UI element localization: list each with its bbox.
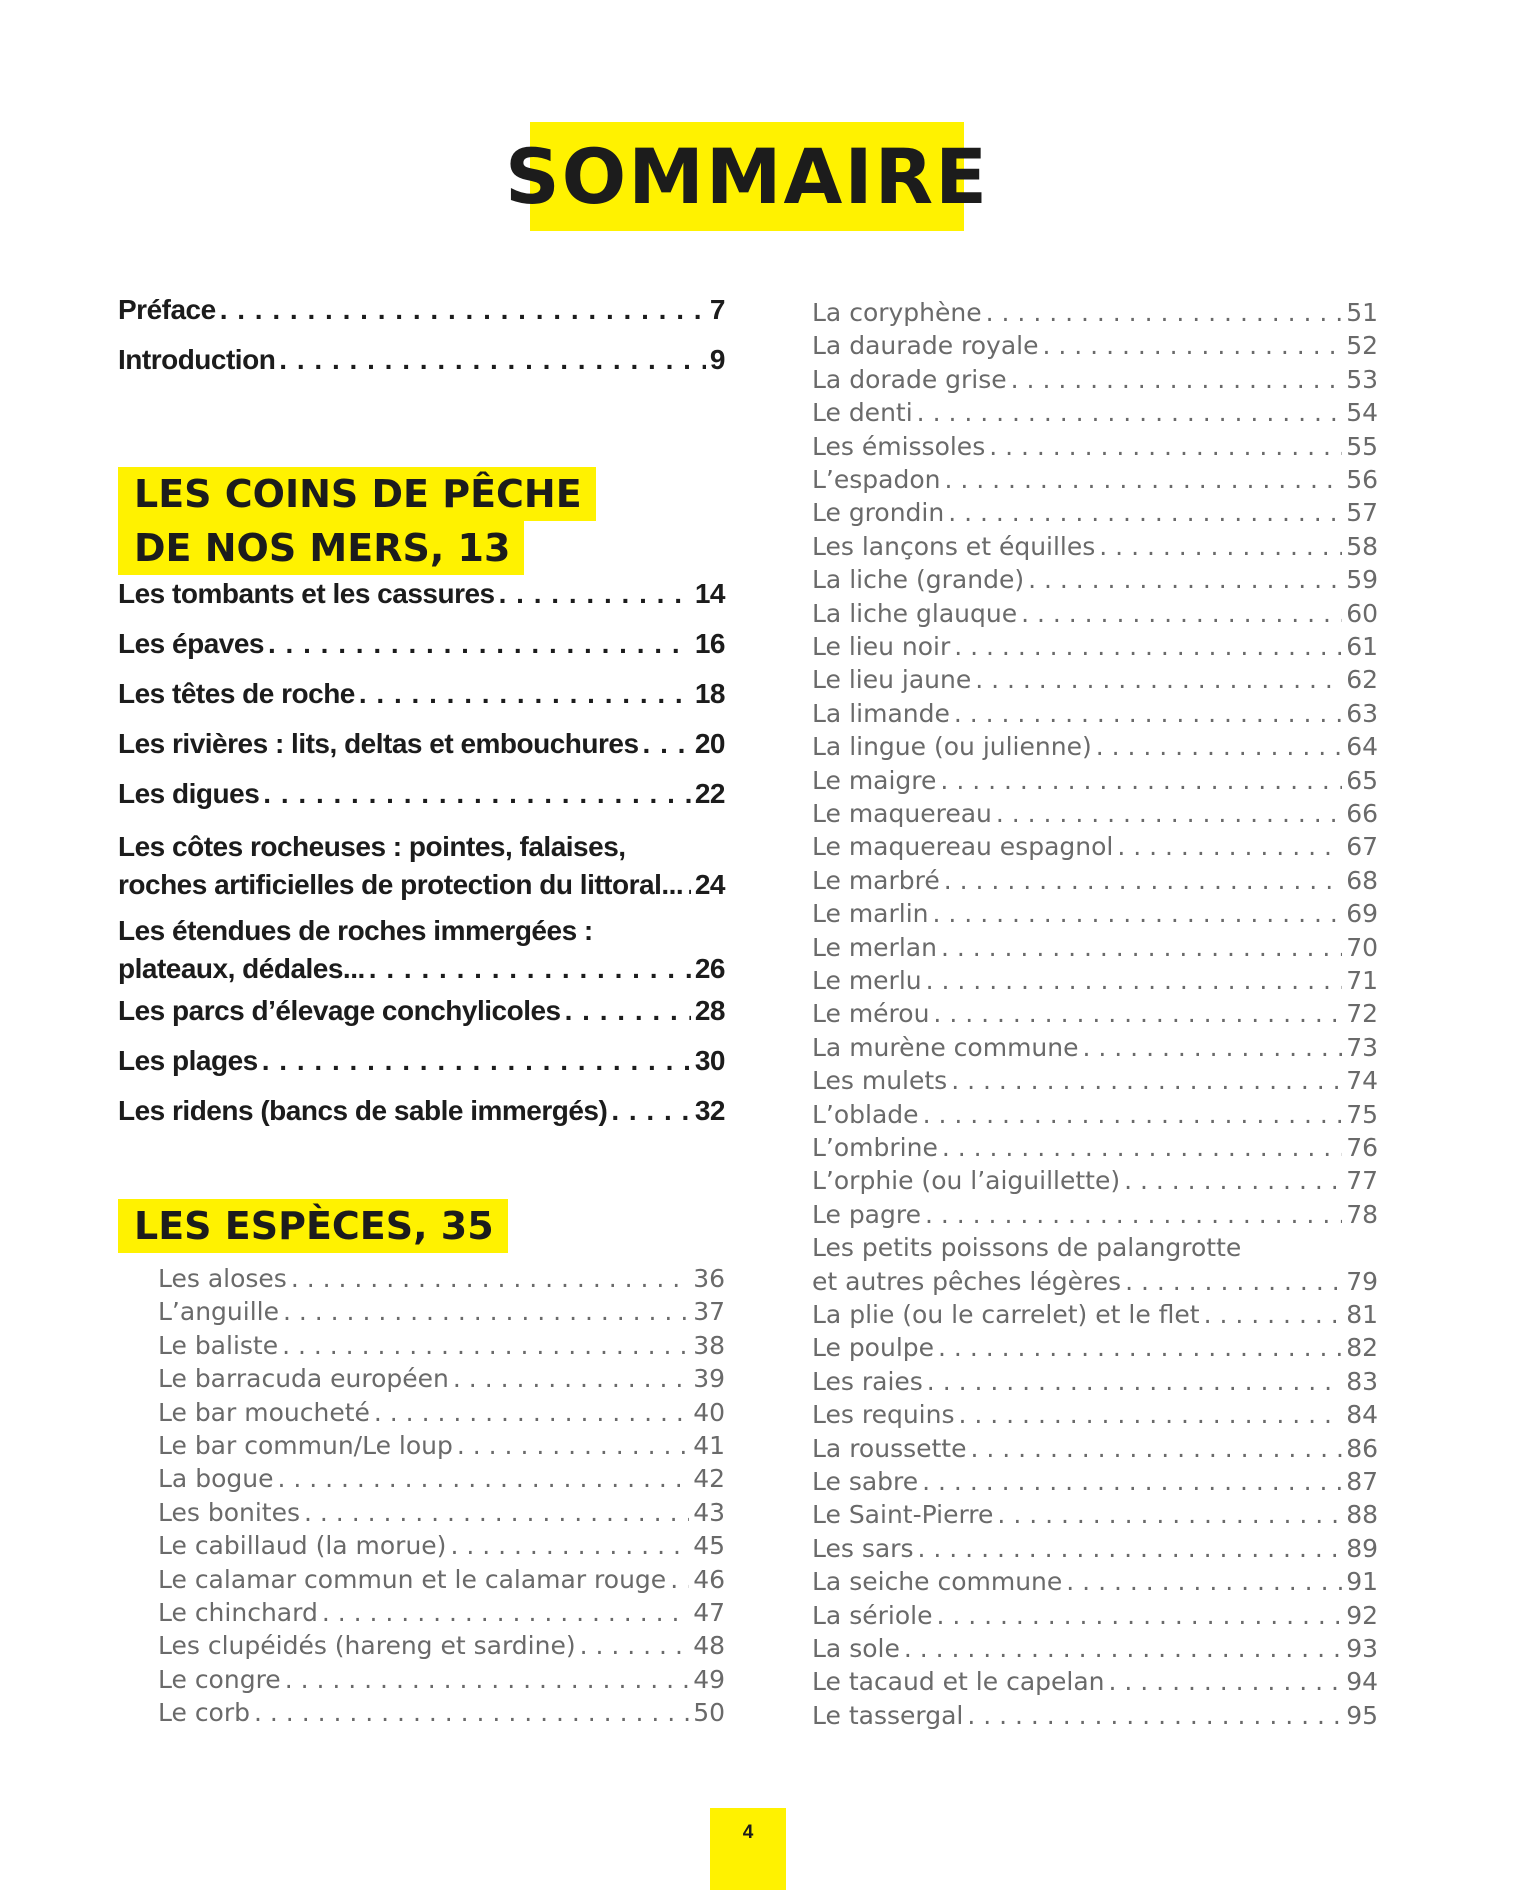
toc-entry[interactable]: [812, 1166, 1378, 1195]
toc-entry[interactable]: [118, 778, 725, 810]
toc-entry-line2: [118, 866, 725, 904]
toc-entry[interactable]: [158, 1698, 725, 1727]
toc-entry-page: 22: [694, 778, 725, 809]
toc-entry[interactable]: [812, 1567, 1378, 1596]
section-heading-coins: [118, 467, 596, 575]
toc-entry-label: La liche (grande): [812, 565, 1025, 595]
toc-entry[interactable]: [158, 1531, 725, 1560]
leader-dots: [1204, 1300, 1343, 1329]
toc-entry-page: 9: [709, 344, 725, 375]
toc-entry-page: 91: [1346, 1567, 1378, 1597]
toc-entry-label: Les rivières : lits, deltas et embouchures: [118, 728, 639, 759]
toc-entry[interactable]: [158, 1598, 725, 1627]
toc-entry-label: Les ridens (bancs de sable immergés): [118, 1095, 608, 1126]
toc-entry-page: 72: [1346, 999, 1378, 1029]
toc-entry-page: 68: [1346, 865, 1378, 895]
toc-entry[interactable]: [812, 1701, 1378, 1730]
toc-entry-page: 79: [1346, 1266, 1378, 1296]
leader-dots: [940, 766, 1342, 795]
toc-entry-introduction[interactable]: [118, 344, 725, 376]
toc-entry[interactable]: [118, 1045, 725, 1077]
leader-dots: [1124, 1166, 1342, 1195]
leader-dots: [951, 1066, 1342, 1095]
toc-entry-page: 84: [1346, 1400, 1378, 1430]
leader-dots: [927, 1367, 1342, 1396]
toc-entry[interactable]: [812, 1300, 1378, 1329]
leader-dots: [936, 1601, 1342, 1630]
leader-dots: [254, 1698, 689, 1727]
leader-dots: [933, 999, 1342, 1028]
leader-dots: [918, 1534, 1343, 1563]
section-heading-line: LES COINS DE PÊCHE: [118, 467, 596, 521]
toc-entry[interactable]: [812, 699, 1378, 728]
leader-dots: [285, 1665, 690, 1694]
leader-dots: [687, 866, 691, 904]
leader-dots: [958, 1400, 1342, 1429]
toc-entry-line2: [118, 950, 725, 988]
toc-entry-page: 38: [693, 1330, 725, 1360]
toc-entry[interactable]: [812, 565, 1378, 594]
toc-entry-page: 73: [1346, 1032, 1378, 1062]
toc-entry[interactable]: [812, 1667, 1378, 1696]
leader-dots: [922, 1467, 1342, 1496]
toc-entry[interactable]: [812, 1634, 1378, 1663]
toc-entry-label: Le grondin: [812, 498, 945, 528]
toc-entry-label: Les parcs d’élevage conchylicoles: [118, 995, 561, 1026]
leader-dots: [1028, 565, 1342, 594]
toc-entry-page: 65: [1346, 765, 1378, 795]
toc-entry[interactable]: [812, 365, 1378, 394]
page-number-text: 4: [742, 1822, 754, 1843]
leader-dots: [1109, 1667, 1343, 1696]
toc-entry-label: La liche glauque: [812, 598, 1018, 628]
leader-dots: [1043, 331, 1343, 360]
leader-dots: [942, 1133, 1342, 1162]
toc-entry-page: 26: [694, 953, 725, 984]
toc-entry[interactable]: [812, 665, 1378, 694]
toc-entry-page: 42: [693, 1464, 725, 1494]
toc-entry[interactable]: [812, 1534, 1378, 1563]
leader-dots: [291, 1264, 689, 1293]
toc-entry-label: Le marbré: [812, 865, 940, 895]
leader-dots: [925, 1200, 1342, 1229]
toc-entry[interactable]: [158, 1565, 725, 1594]
toc-entry-label: Le pagre: [812, 1199, 921, 1229]
leader-dots: [611, 1095, 691, 1127]
leader-dots: [954, 632, 1342, 661]
toc-entry-page: 53: [1346, 364, 1378, 394]
toc-entry-label: L’ombrine: [812, 1133, 938, 1162]
toc-entry-page: 63: [1346, 698, 1378, 728]
toc-entry[interactable]: [812, 1066, 1378, 1095]
toc-entry-page: 86: [1346, 1433, 1378, 1463]
toc-entry-label: Le maquereau espagnol: [812, 832, 1114, 862]
toc-entry-page: 48: [693, 1631, 725, 1661]
toc-entry[interactable]: [158, 1665, 725, 1694]
toc-entry[interactable]: [812, 933, 1378, 962]
leader-dots: [304, 1498, 689, 1527]
leader-dots: [359, 678, 691, 710]
toc-entry-label: Les épaves: [118, 628, 264, 659]
toc-entry-page: 7: [709, 294, 725, 325]
toc-entry-label: La seiche commune: [812, 1567, 1063, 1597]
toc-entry-multiline[interactable]: [118, 912, 725, 988]
leader-dots: [986, 298, 1343, 327]
page-title: SOMMAIRE: [504, 131, 990, 221]
toc-entry[interactable]: [812, 331, 1378, 360]
toc-entry-label: Le bar moucheté: [158, 1397, 370, 1427]
leader-dots: [997, 1500, 1342, 1529]
leader-dots: [450, 1531, 689, 1560]
toc-entry-label: Les tombants et les cassures: [118, 578, 495, 609]
toc-entry-label: Les bonites: [158, 1497, 301, 1527]
toc-entry-label-line1: Les petits poissons de palangrotte: [812, 1233, 1242, 1263]
toc-entry-page: 61: [1346, 632, 1378, 661]
toc-entry-page: 14: [694, 578, 725, 609]
leader-dots: [917, 398, 1343, 427]
toc-entry[interactable]: [812, 899, 1378, 928]
toc-entry-label: Les émissoles: [812, 431, 986, 461]
toc-entry-label: L’anguille: [158, 1297, 279, 1327]
leader-dots: [970, 1434, 1342, 1463]
page-number: [710, 1808, 786, 1890]
toc-entry-label: Les raies: [812, 1366, 923, 1396]
toc-entry-label: Les digues: [118, 778, 260, 809]
toc-entry[interactable]: [812, 1400, 1378, 1429]
toc-entry[interactable]: [812, 999, 1378, 1028]
toc-entry-label: La murène commune: [812, 1032, 1079, 1062]
toc-entry-label: Le bar commun/Le loup: [158, 1431, 453, 1460]
leader-dots: [457, 1431, 689, 1460]
leader-dots: [933, 899, 1343, 928]
leader-dots: [904, 1634, 1342, 1663]
leader-dots: [944, 465, 1342, 494]
leader-dots: [975, 665, 1342, 694]
leader-dots: [369, 950, 691, 988]
leader-dots: [989, 432, 1342, 461]
toc-entry-page: 67: [1346, 832, 1378, 862]
toc-entry-label: Le calamar commun et le calamar rouge: [158, 1564, 667, 1594]
leader-dots: [283, 1297, 689, 1326]
leader-dots: [923, 1100, 1343, 1129]
leader-dots: [954, 699, 1342, 728]
toc-entry-page: 36: [693, 1264, 725, 1293]
toc-entry-page: 82: [1346, 1333, 1378, 1363]
toc-entry[interactable]: [812, 832, 1378, 861]
toc-entry-label: Le lieu noir: [812, 632, 951, 661]
toc-entry[interactable]: [812, 432, 1378, 461]
toc-entry-page: 41: [693, 1431, 725, 1460]
leader-dots: [263, 778, 691, 810]
leader-dots: [941, 933, 1342, 962]
toc-entry-label: Le maigre: [812, 765, 937, 795]
toc-entry-page: 20: [694, 728, 725, 759]
leader-dots: [499, 578, 691, 610]
toc-entry[interactable]: [812, 766, 1378, 795]
toc-entry-page: 74: [1346, 1066, 1378, 1096]
toc-entry-page: 87: [1346, 1467, 1378, 1496]
toc-entry-page: 37: [693, 1297, 725, 1327]
toc-entry-label: Le chinchard: [158, 1598, 318, 1627]
toc-entry-label: Le congre: [158, 1664, 281, 1694]
toc-entry-page: 50: [693, 1698, 725, 1728]
leader-dots: [938, 1333, 1342, 1362]
leader-dots: [374, 1398, 689, 1427]
toc-entry-preface[interactable]: [118, 294, 725, 326]
toc-entry[interactable]: [812, 1500, 1378, 1529]
toc-entry-label: La limande: [812, 698, 950, 728]
toc-entry-page: 58: [1346, 531, 1378, 561]
toc-entry-label: Les lançons et équilles: [812, 531, 1096, 561]
toc-entry-page: 66: [1346, 799, 1378, 828]
toc-entry[interactable]: [812, 599, 1378, 628]
toc-entry-page: 43: [693, 1497, 725, 1527]
toc-entry[interactable]: [118, 628, 725, 660]
toc-entry-label: La bogue: [158, 1464, 274, 1494]
toc-entry[interactable]: [812, 866, 1378, 895]
toc-entry[interactable]: [158, 1331, 725, 1360]
toc-entry[interactable]: [118, 578, 725, 610]
toc-entry-label: Le cabillaud (la morue): [158, 1531, 447, 1561]
toc-entry-page: 76: [1346, 1133, 1378, 1162]
toc-entry-label: Le sabre: [812, 1467, 919, 1496]
toc-entry[interactable]: [812, 632, 1378, 661]
toc-entry-label: Le baliste: [158, 1330, 279, 1360]
section-heading-especes: [118, 1199, 508, 1253]
toc-entry-label: La dorade grise: [812, 364, 1007, 394]
leader-dots: [322, 1598, 689, 1627]
toc-entry-label-line1: Les côtes rocheuses : pointes, falaises,: [118, 831, 626, 862]
toc-entry-label: La lingue (ou julienne): [812, 732, 1092, 762]
toc-entry[interactable]: [158, 1398, 725, 1427]
leader-dots: [268, 628, 691, 660]
toc-entry-page: 95: [1346, 1700, 1378, 1730]
toc-entry-label: plateaux, dédales...: [118, 953, 365, 984]
toc-entry-label: Les plages: [118, 1045, 258, 1076]
toc-entry-page: 78: [1346, 1199, 1378, 1229]
toc-entry-label: L’oblade: [812, 1099, 919, 1129]
section-heading-line: LES ESPÈCES, 35: [118, 1199, 508, 1253]
toc-entry-page: 88: [1346, 1500, 1378, 1530]
toc-entry-page: 55: [1346, 431, 1378, 461]
leader-dots: [1011, 365, 1343, 394]
toc-entry-page: 83: [1346, 1366, 1378, 1396]
toc-entry-multiline[interactable]: [118, 828, 725, 904]
toc-entry[interactable]: [812, 532, 1378, 561]
toc-entry[interactable]: [158, 1498, 725, 1527]
toc-entry-label: Le tacaud et le capelan: [812, 1667, 1105, 1697]
toc-entry[interactable]: [812, 498, 1378, 527]
leader-dots: [1066, 1567, 1342, 1596]
toc-entry[interactable]: [118, 678, 725, 710]
toc-entry-label: La coryphène: [812, 298, 982, 327]
toc-entry-page: 70: [1346, 932, 1378, 962]
toc-entry-label: Les requins: [812, 1400, 955, 1430]
toc-entry-label: Le Saint-Pierre: [812, 1500, 994, 1530]
leader-dots: [220, 294, 706, 326]
toc-entry[interactable]: [812, 1200, 1378, 1229]
toc-entry-page: 52: [1346, 331, 1378, 361]
toc-entry-label: Le poulpe: [812, 1333, 935, 1363]
toc-entry-label: Les sars: [812, 1533, 914, 1563]
leader-dots: [453, 1364, 689, 1393]
toc-entry-page: 45: [693, 1531, 725, 1561]
toc-entry-label: Introduction: [118, 344, 276, 375]
toc-entry-page: 60: [1346, 598, 1378, 628]
toc-entry-page: 71: [1346, 966, 1378, 995]
toc-entry-label: Le marlin: [812, 899, 929, 929]
toc-entry-label: et autres pêches légères: [812, 1266, 1122, 1296]
toc-entry[interactable]: [812, 1601, 1378, 1630]
toc-entry-page: 28: [694, 995, 725, 1026]
toc-entry-label: Le lieu jaune: [812, 665, 972, 695]
toc-entry[interactable]: [118, 728, 725, 760]
toc-entry-page: 93: [1346, 1634, 1378, 1663]
toc-entry-label: Le merlan: [812, 932, 937, 962]
toc-entry-label-line1: Les étendues de roches immergées :: [118, 915, 593, 946]
leader-dots: [643, 728, 691, 760]
toc-entry-page: 32: [694, 1095, 725, 1126]
toc-entry-page: 89: [1346, 1533, 1378, 1563]
toc-entry[interactable]: [158, 1264, 725, 1293]
toc-entry-page: 57: [1346, 498, 1378, 528]
toc-entry[interactable]: [812, 966, 1378, 995]
toc-entry-page: 47: [693, 1598, 725, 1627]
leader-dots: [670, 1565, 689, 1594]
toc-entry[interactable]: [812, 1033, 1378, 1062]
leader-dots: [1117, 832, 1342, 861]
toc-entry-label: Le corb: [158, 1698, 251, 1728]
leader-dots: [580, 1631, 690, 1660]
toc-entry-page: 77: [1346, 1166, 1378, 1196]
leader-dots: [1083, 1033, 1343, 1062]
toc-entry[interactable]: [118, 1095, 725, 1127]
toc-entry[interactable]: [812, 799, 1378, 828]
toc-entry-label: L’espadon: [812, 465, 941, 494]
toc-entry-page: 69: [1346, 899, 1378, 929]
leader-dots: [1125, 1267, 1342, 1296]
leader-dots: [944, 866, 1342, 895]
toc-entry-page: 94: [1346, 1667, 1378, 1697]
toc-entry-page: 54: [1346, 398, 1378, 428]
toc-entry[interactable]: [812, 465, 1378, 494]
leader-dots: [967, 1701, 1342, 1730]
toc-entry-label: La plie (ou le carrelet) et le flet: [812, 1300, 1200, 1329]
toc-entry-label: La sériole: [812, 1600, 933, 1630]
toc-entry-page: 40: [693, 1397, 725, 1427]
toc-entry[interactable]: [812, 1133, 1378, 1162]
leader-dots: [1021, 599, 1342, 628]
toc-entry[interactable]: [812, 1434, 1378, 1463]
title-banner: [504, 122, 990, 231]
toc-entry-label: Le denti: [812, 398, 913, 428]
toc-entry[interactable]: [812, 1100, 1378, 1129]
leader-dots: [565, 995, 691, 1027]
toc-entry[interactable]: [812, 1333, 1378, 1362]
toc-entry-label: roches artificielles de protection du littoral...: [118, 869, 684, 900]
leader-dots: [926, 966, 1343, 995]
toc-entry-label: Le mérou: [812, 999, 930, 1029]
toc-entry-label: Le tassergal: [812, 1700, 964, 1730]
toc-entry-page: 24: [694, 869, 725, 900]
toc-entry-label: La sole: [812, 1634, 900, 1663]
toc-entry-page: 46: [693, 1564, 725, 1594]
toc-entry-label: La daurade royale: [812, 331, 1039, 361]
toc-entry-page: 75: [1346, 1099, 1378, 1129]
toc-entry-page: 56: [1346, 465, 1378, 494]
toc-entry[interactable]: [812, 398, 1378, 427]
toc-entry-label: Le merlu: [812, 966, 922, 995]
toc-entry-label: Les têtes de roche: [118, 678, 355, 709]
toc-entry-label: Le maquereau: [812, 799, 992, 828]
toc-entry[interactable]: [812, 298, 1378, 327]
toc-entry-page: 92: [1346, 1600, 1378, 1630]
toc-entry-page: 30: [694, 1045, 725, 1076]
toc-entry-page: 16: [694, 628, 725, 659]
toc-entry-label: Les aloses: [158, 1264, 287, 1293]
toc-entry[interactable]: [158, 1464, 725, 1493]
section-heading-line: DE NOS MERS, 13: [118, 521, 524, 575]
toc-entry-page: 39: [693, 1364, 725, 1394]
toc-entry-page: 64: [1346, 732, 1378, 762]
leader-dots: [277, 1464, 689, 1493]
leader-dots: [1096, 732, 1342, 761]
toc-entry-label: Les mulets: [812, 1066, 948, 1096]
toc-entry-label: Préface: [118, 294, 216, 325]
toc-entry-page: 81: [1346, 1300, 1378, 1329]
leader-dots: [1099, 532, 1342, 561]
toc-entry-label: Les clupéidés (hareng et sardine): [158, 1631, 576, 1661]
toc-entry[interactable]: [158, 1297, 725, 1326]
toc-entry[interactable]: [812, 732, 1378, 761]
toc-entry[interactable]: [812, 1467, 1378, 1496]
leader-dots: [262, 1045, 691, 1077]
toc-entry-label: Le barracuda européen: [158, 1364, 449, 1394]
leader-dots: [996, 799, 1342, 828]
toc-entry[interactable]: [158, 1431, 725, 1460]
toc-entry-page: 62: [1346, 665, 1378, 695]
toc-entry[interactable]: [812, 1367, 1378, 1396]
leader-dots: [282, 1331, 689, 1360]
toc-entry[interactable]: [158, 1631, 725, 1660]
leader-dots: [279, 344, 706, 376]
toc-entry-label: L’orphie (ou l’aiguillette): [812, 1166, 1121, 1196]
leader-dots: [948, 498, 1342, 527]
toc-entry-label: La roussette: [812, 1433, 967, 1463]
toc-entry[interactable]: [158, 1364, 725, 1393]
toc-entry-page: 51: [1346, 298, 1378, 327]
toc-entry-page: 18: [694, 678, 725, 709]
toc-entry[interactable]: [118, 995, 725, 1027]
toc-entry[interactable]: [812, 1267, 1378, 1296]
toc-entry-page: 59: [1346, 565, 1378, 595]
toc-entry-page: 49: [693, 1664, 725, 1694]
